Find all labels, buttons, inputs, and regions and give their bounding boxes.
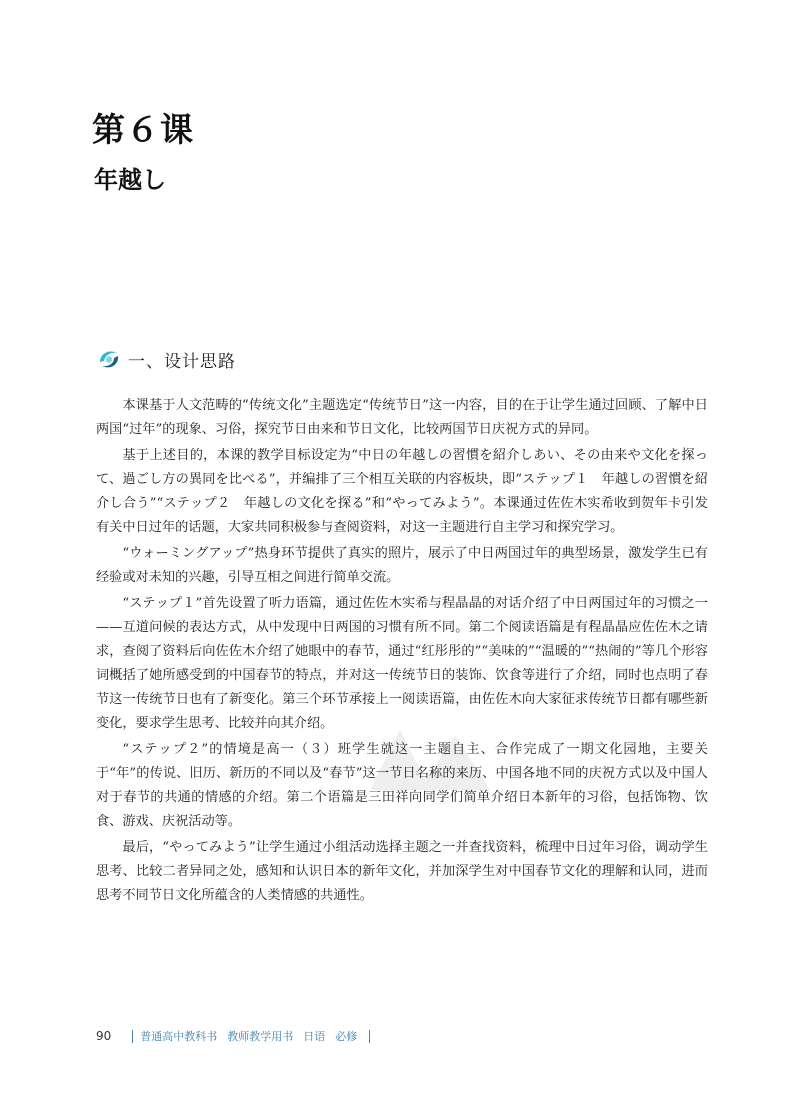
section-heading (96, 344, 236, 374)
paragraph: 最后，“やってみよう”让学生通过小组活动选择主题之一并查找资料，梳理中日过年习俗，调动学生思考、比较二者异同之处，感知和认识日本的新年文化，并加深学生对中国春节文化的理解和认同，进而思考不同节日文化所蕴含的人类情感的共通性。 (96, 840, 708, 903)
footer-divider (132, 1030, 133, 1043)
footer-volume: 必修 (335, 1030, 358, 1043)
paragraph: “ステップ２”的情境是高一（３）班学生就这一主题自主、合作完成了一期文化园地，主要关于“年”的传说、旧历、新历的不同以及“春节”这一节日名称的来历、中国各地不同的庆祝方式以及中国人对于春节的共通的情感的介绍。第二个语篇是三田祥向同学们简单介绍日本新年的习俗，包括饰物、饮食、游戏、庆祝活动等。 (96, 742, 708, 829)
footer-subject: 日语 (303, 1030, 326, 1043)
swirl-icon (96, 346, 122, 372)
paragraph: 本课基于人文范畴的“传统文化”主题选定“传统节日”这一内容，目的在于让学生通过回顾、了解中日两国“过年”的现象、习俗，探究节日由来和节日文化，比较两国节日庆祝方式的异同。 (96, 398, 708, 437)
footer-divider (369, 1030, 370, 1043)
paragraph: “ステップ１”首先设置了听力语篇，通过佐佐木实希与程晶晶的对话介绍了中日两国过年的习惯之一——互道问候的表达方式，从中发现中日两国的习惯有所不同。第二个阅读语篇是有程晶晶应佐佐木之请求，查阅了资料后向佐佐木介绍了她眼中的春节，通过“红彤彤的”“美味的”“温暖的”“热闹的”等几个形容词概括了她所感受到的中国春节的特点，并对这一传统节日的装饰、饮食等进行了介绍，同时也点明了春节这一传统节日也有了新变化。第三个环节承接上一阅读语篇，由佐佐木向大家征求传统节日都有哪些新变化，要求学生思考、比较并向其介绍。 (96, 596, 708, 731)
footer-book-type: 教师教学用书 (227, 1030, 294, 1043)
lesson-subtitle: 年越し (94, 165, 166, 194)
section-title: 一、设计思路 (128, 351, 236, 372)
footer-series: 普通高中教科书 (140, 1030, 218, 1043)
body-text (96, 394, 708, 910)
paragraph: 基于上述目的，本课的教学目标设定为“中日の年越しの習慣を紹介しあい、その由来や文化を探って、過ごし方の異同を比べる”，并编排了三个相互关联的内容板块，即“ステップ１ 年越しの習慣を紹介し合う”“ステップ２ 年越しの文化を探る”和“やってみよう”。本课通过佐佐木实希收到贺年卡引发有关中日过年的话题，大家共同积极参与查阅资料，对这一主题进行自主学习和探究学习。 (96, 448, 708, 535)
page-footer (96, 1026, 377, 1046)
lesson-title: 第６课 (92, 110, 194, 149)
page-number: 90 (96, 1029, 112, 1043)
paragraph: “ウォーミングアップ”热身环节提供了真实的照片，展示了中日两国过年的典型场景，激发学生已有经验或对未知的兴趣，引导互相之间进行简单交流。 (96, 546, 708, 585)
